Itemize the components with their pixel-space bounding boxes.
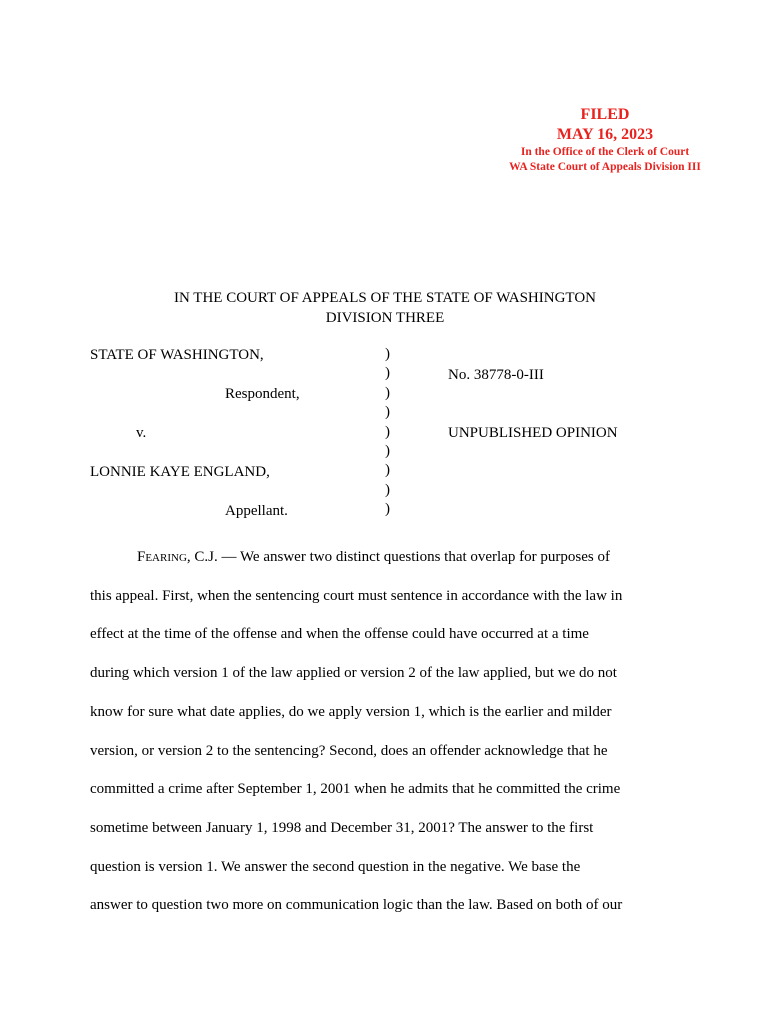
author-name: Fearing [137,549,187,565]
filed-stamp [460,105,750,175]
court-name: IN THE COURT OF APPEALS OF THE STATE OF WASHINGTON [174,290,596,306]
opinion-type: UNPUBLISHED OPINION [448,425,618,441]
defendant-name: LONNIE KAYE ENGLAND, [90,464,270,480]
defendant-role: Appellant. [225,503,288,519]
filed-date: MAY 16, 2023 [556,126,654,143]
opinion-first-line [90,538,690,577]
court-division: WA State Court of Appeals Division III [509,161,701,173]
opinion-line: during which version 1 of the law applied or version 2 of the law applied, but we do not [90,665,617,682]
author-suffix: , C.J. — We answer two distinct questions that overlap for purposes of [186,549,610,565]
opinion-line: effect at the time of the offense and when the offense could have occurred at a time [90,626,589,643]
opinion-line: version, or version 2 to the sentencing? Second, does an offender acknowledge that he [90,742,608,759]
caption-paren: ) [385,481,390,498]
caption-divider [385,345,395,520]
plaintiff-role: Respondent, [225,386,300,402]
caption-paren: ) [385,384,390,401]
opinion-line: know for sure what date applies, do we apply version 1, which is the earlier and milder [90,703,612,720]
court-division-heading: DIVISION THREE [325,310,445,326]
caption-paren: ) [385,365,390,382]
opinion-line: committed a crime after September 1, 2001 when he admits that he committed the crime [90,781,621,798]
clerk-office: In the Office of the Clerk of Court [520,146,690,158]
caption-paren: ) [385,404,390,421]
opinion-line: question is version 1. We answer the second question in the negative. We base the [90,858,581,875]
case-number: No. 38778-0-III [448,367,544,383]
caption-paren: ) [385,346,390,362]
caption-paren: ) [385,462,390,479]
caption-paren: ) [385,423,390,440]
filed-label: FILED [580,106,630,123]
versus-label: v. [136,425,147,441]
caption-paren: ) [385,501,390,518]
court-heading [0,288,770,328]
opinion-line: answer to question two more on communication logic than the law. Based on both of our [90,897,623,914]
opinion-line: sometime between January 1, 1998 and December 31, 2001? The answer to the first [90,819,594,836]
opinion-line: this appeal. First, when the sentencing court must sentence in accordance with the law in [90,587,623,604]
caption-paren: ) [385,442,390,459]
opinion-body [90,538,690,925]
plaintiff-name: STATE OF WASHINGTON, [90,347,264,363]
